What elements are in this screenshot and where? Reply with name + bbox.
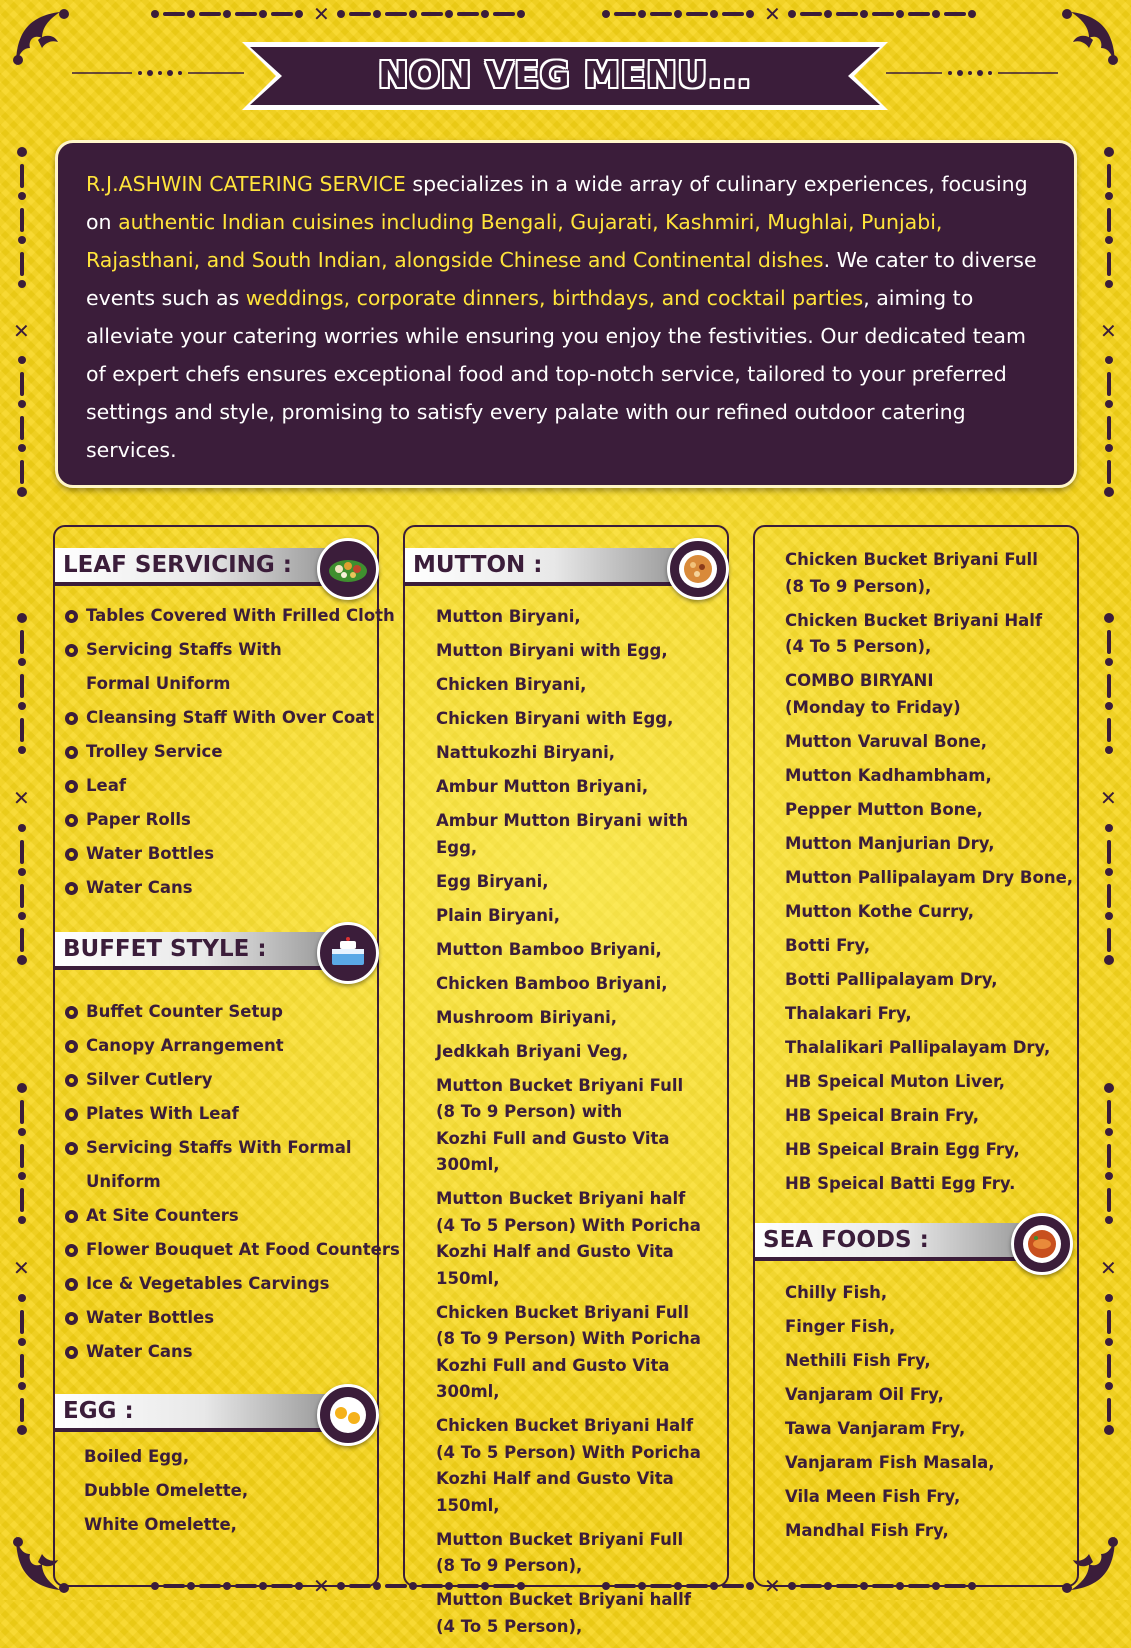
list-item: Mutton Bucket Briyani half (4 To 5 Person) With Poricha Kozhi Half and Gusto Vita 150ml, [436,1189,701,1288]
svg-text:✕: ✕ [313,1574,330,1598]
list-item: Leaf [62,769,380,803]
list-item: Ice & Vegetables Carvings [62,1267,380,1301]
buffet-style-list [62,995,400,1369]
list-item: HB Speical Muton Liver, [785,1071,1005,1091]
bullet-icon [64,643,79,658]
bullet-icon [64,1311,79,1326]
list-item: HB Speical Batti Egg Fry. [785,1173,1016,1193]
list-item: Mutton Bucket Briyani hallf (4 To 5 Person), [436,1590,692,1636]
bullet-icon [64,1243,79,1258]
fish-curry-icon [1011,1213,1073,1275]
right-border-ornament [1099,130,1119,1510]
left-border-ornament [12,130,32,1510]
intro-text-2: . We cater to diverse events such as [86,248,1037,310]
list-item: Thalalikari Pallipalayam Dry, [785,1037,1051,1057]
list-item: Pepper Mutton Bone, [785,799,983,819]
company-name: R.J.ASHWIN CATERING SERVICE [86,172,406,196]
bullet-icon [64,711,79,726]
list-item: Chicken Biryani, [436,675,587,694]
list-item: Vanjaram Oil Fry, [785,1385,944,1404]
bullet-icon [64,1345,79,1360]
bullet-icon [64,745,79,760]
list-item: Mushroom Biriyani, [436,1007,618,1027]
svg-text:✕: ✕ [764,1574,781,1598]
bullet-icon [64,609,79,624]
list-item: Servicing Staffs With Formal Uniform [62,1131,380,1199]
egg-list [84,1444,374,1546]
fried-egg-icon [317,1384,379,1446]
section-title: MUTTON : [413,552,543,578]
list-item: Mutton Kothe Curry, [785,901,975,921]
list-item: Canopy Arrangement [62,1029,380,1063]
corner-flourish-icon [8,4,78,74]
list-item: Mutton Bucket Briyani Full (8 To 9 Person), [436,1529,684,1575]
section-title: SEA FOODS : [763,1227,929,1253]
title-right-ornament [886,66,1058,80]
list-item: Egg Biryani, [436,871,549,891]
list-item: Chicken Bucket Briyani Full (8 To 9 Person) With Poricha Kozhi Full and Gusto Vita 300ml, [436,1302,701,1401]
svg-text:✕: ✕ [1100,1256,1117,1280]
list-item: Dubble Omelette, [84,1481,249,1500]
list-item: Mutton Bamboo Briyani, [436,939,662,959]
bullet-icon [64,1005,79,1020]
section-title: EGG : [63,1398,134,1424]
bullet-icon [64,1039,79,1054]
list-item: Silver Cutlery [62,1063,380,1097]
leaf-servicing-list [62,599,395,905]
list-item: Trolley Service [62,735,380,769]
svg-text:✕: ✕ [1100,786,1117,810]
list-item: Vila Meen Fish Fry, [785,1487,961,1506]
list-item: Chicken Biryani with Egg, [436,709,674,728]
list-item: Flower Bouquet At Food Counters [62,1233,380,1267]
bullet-icon [64,847,79,862]
svg-text:✕: ✕ [764,2,781,26]
list-item: Ambur Mutton Briyani, [436,777,649,796]
list-item: Nattukozhi Biryani, [436,743,616,762]
list-item: Mandhal Fish Fry, [785,1521,949,1540]
bullet-icon [64,779,79,794]
page-title: NON VEG MENU... [378,55,752,96]
svg-text:✕: ✕ [1100,319,1117,343]
intro-panel [55,140,1077,488]
list-item: Mutton Varuval Bone, [785,731,988,751]
intro-events: weddings, corporate dinners, birthdays, and cocktail parties [245,286,864,310]
top-border-ornament [0,0,1131,30]
list-item: Chicken Bucket Briyani Half (4 To 5 Person), [785,610,1043,656]
list-item: Botti Fry, [785,935,871,955]
section-title: LEAF SERVICING : [63,552,293,578]
list-item: Water Bottles [62,1301,380,1335]
egg-header [55,1384,373,1434]
bullet-icon [64,881,79,896]
list-item: Plain Biryani, [436,905,560,925]
list-item: Mutton Bucket Briyani Full (8 To 9 Person) with Kozhi Full and Gusto Vita 300ml, [436,1075,684,1174]
leaf-meal-icon [317,538,379,600]
list-item: Paper Rolls [62,803,380,837]
list-item: Vanjaram Fish Masala, [785,1453,995,1472]
bullet-icon [64,1209,79,1224]
list-item: White Omelette, [84,1515,237,1534]
bullet-icon [64,1277,79,1292]
list-item: Plates With Leaf [62,1097,380,1131]
corner-flourish-icon [1053,4,1123,74]
list-item: Chicken Bamboo Briyani, [436,973,668,993]
list-item: Water Cans [62,1335,380,1369]
title-left-ornament [72,66,244,80]
list-item: Tables Covered With Frilled Cloth [62,599,380,633]
list-item: Finger Fish, [785,1317,896,1336]
sea-foods-list [785,1280,1075,1552]
intro-text-3: , aiming to alleviate your catering worries while ensuring you enjoy the festivities. Our dedicated team of expert chefs ensures exceptional food and top-notch service, tailored to your preferred settings and style, promising to satisfy every palate with our refined outdoor catering services. [86,286,1026,462]
buffet-counter-icon [317,922,379,984]
svg-text:✕: ✕ [13,786,30,810]
biryani-bowl-icon [667,538,729,600]
list-item: Chilly Fish, [785,1283,888,1302]
list-item: Tawa Vanjaram Fry, [785,1419,966,1438]
section-title: BUFFET STYLE : [63,936,267,962]
mutton-continued-list [785,547,1075,1205]
list-item: Mutton Manjurian Dry, [785,833,995,853]
list-item: Chicken Bucket Briyani Half (4 To 5 Person) With Poricha Kozhi Half and Gusto Vita 150ml, [436,1416,701,1515]
leaf-servicing-header [55,538,373,588]
mutton-header [405,538,723,588]
svg-text:✕: ✕ [13,1256,30,1280]
list-item: Chicken Bucket Briyani Full (8 To 9 Person), [785,550,1038,596]
intro-cuisines: authentic Indian cuisines including Bengali, Gujarati, Kashmiri, Mughlai, Punjabi, Rajasthani, and South Indian, alongside Chinese and Continental dishes [86,210,943,272]
list-item: Water Bottles [62,837,380,871]
list-item: Mutton Pallipalayam Dry Bone, [785,867,1074,887]
intro-text-1: specializes in a wide array of culinary experiences, focusing on [86,172,1028,234]
bullet-icon [64,1141,79,1156]
list-item: Mutton Biryani with Egg, [436,641,668,660]
list-item: Buffet Counter Setup [62,995,380,1029]
bullet-icon [64,1107,79,1122]
bullet-icon [64,813,79,828]
list-item: Botti Pallipalayam Dry, [785,969,998,989]
list-item: Cleansing Staff With Over Coat [62,701,380,735]
list-item: HB Speical Brain Fry, [785,1105,980,1125]
list-item: Mutton Biryani, [436,607,581,626]
list-item: Nethili Fish Fry, [785,1351,931,1370]
list-item: COMBO BIRYANI (Monday to Friday) [785,671,961,717]
list-item: At Site Counters [62,1199,380,1233]
svg-text:✕: ✕ [13,319,30,343]
list-item: Boiled Egg, [84,1447,190,1466]
list-item: Thalakari Fry, [785,1003,912,1023]
list-item: Servicing Staffs With Formal Uniform [62,633,380,701]
list-item: Mutton Kadhambham, [785,765,992,785]
mutton-list [436,604,726,1648]
list-item: Ambur Mutton Biryani with Egg, [436,811,689,857]
list-item: Water Cans [62,871,380,905]
buffet-style-header [55,922,373,972]
svg-text:✕: ✕ [313,2,330,26]
list-item: Jedkkah Briyani Veg, [436,1041,629,1061]
bullet-icon [64,1073,79,1088]
sea-foods-header [755,1213,1073,1263]
title-banner [242,40,888,112]
list-item: HB Speical Brain Egg Fry, [785,1139,1020,1159]
